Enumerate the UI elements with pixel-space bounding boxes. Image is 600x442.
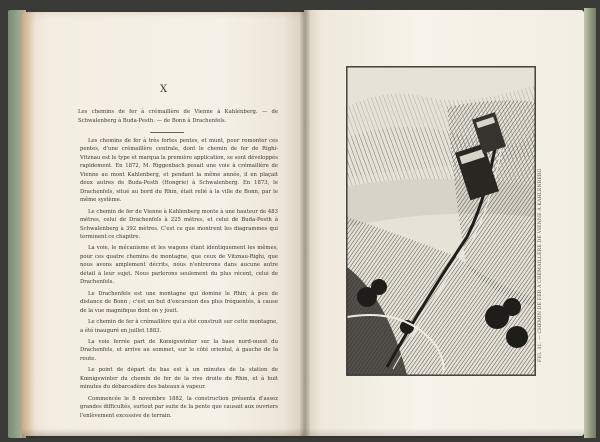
figure-caption: FIG. 31. — CHEMIN DE FER À CRÉMAILLÈRE DE VIENNE À KAHLENBERG bbox=[538, 168, 543, 362]
chapter-number: X bbox=[159, 84, 169, 95]
engraving-plate bbox=[346, 66, 536, 376]
paragraph: Le chemin de fer de Vienne à Kahlenberg monte à une hauteur de 483 mètres, celui de Drachenfels à 225 mètres, et celui de Buda-Pesth à Schwalenberg à 392 mètres. C'est ce que montrent les diagrammes qui terminent ce chapitre. bbox=[80, 208, 278, 240]
paragraph: La voie ferrée part de Kœnigswinter sur la base nord-ouest du Drachenfels, et arrive au sommet, sur le côté oriental, à gauche de la route. bbox=[80, 338, 278, 362]
paragraph: Le Drachenfels est une montagne qui domine le Rhin, à peu de distance de Bonn ; c'est un but d'excursion des plus fréquentés, à cause de la vue magnifique dont on y jouit. bbox=[80, 290, 278, 314]
page-bottom-shadow bbox=[22, 428, 584, 438]
heading-divider bbox=[150, 132, 184, 133]
book-gutter bbox=[300, 10, 310, 436]
paragraph: La voie, le mécanisme et les wagons étant identiquement les mêmes, pour ces quatre chemins de montagne, que ceux de Vitznau-Righi, que nous avons amplement décrits, nous n'entrerons dans aucune autre détail à leur sujet. Nous parlerons seulement du plus récent, celui de Drachenfels. bbox=[80, 245, 278, 286]
book-cover-right-edge bbox=[584, 8, 596, 438]
paragraph: Commencée le 8 novembre 1882, la construction présenta d'assez grandes difficultés, surtout par suite de la pente que causait aux ouvriers l'enlèvement excessive de terrain. bbox=[80, 395, 278, 419]
railway-engraving-illustration bbox=[347, 67, 535, 375]
paragraph: Le chemin de fer à crémaillère qui a été construit sur cette montagne, a été inauguré en juillet 1883. bbox=[80, 319, 278, 334]
chapter-heading: Les chemins de fer à crémaillère de Vienne à Kahlenberg. — de Schwalenberg à Buda-Pesth. — de Bonn à Drachenfels. bbox=[78, 109, 278, 124]
paragraph: Le point de départ du bas est à un minutes de la station de Kœnigswinter du chemin de fer de la rive droite du Rhin, et à huit minutes du débarcadère des bateaux à vapeur. bbox=[80, 367, 278, 391]
paragraph: Les chemins de fer à très fortes pentes, et munt, pour remonter ces pentes, d'une crémaillère centrale, dont le chemin de fer de Righi-Vitznau est le type et marqua la première application, se sont développés rapidement. En 1872, M. Riggenbach posait une voie à crémaillère de Vienne au mont Kahlenberg, et pendant la même année, il en plaçait deux autres de Buda-Pesth (Hongrie) à Schwalenberg. En 1873, le Drachenfels, situé au bord du Rhin, était relié à la ville de Bonn, par le même système. bbox=[80, 138, 278, 204]
chapter-body bbox=[80, 137, 278, 419]
